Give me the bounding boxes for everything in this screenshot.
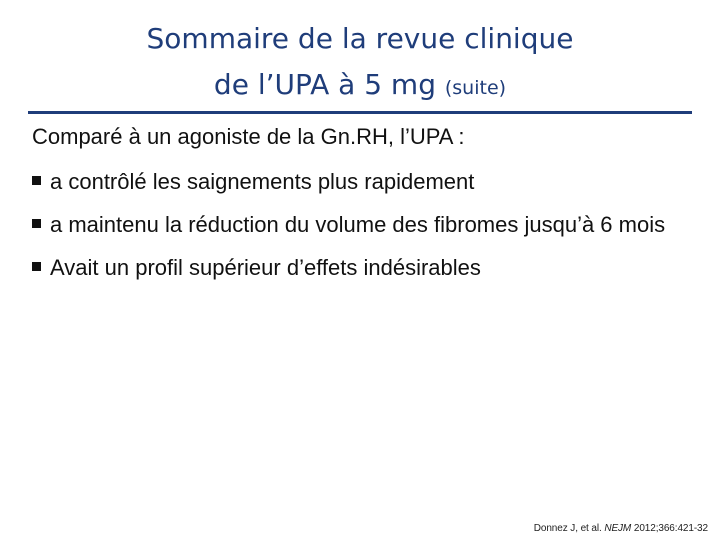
- bullet-text: a contrôlé les saignements plus rapidement: [50, 169, 475, 194]
- title-line-1: Sommaire de la revue clinique: [146, 22, 574, 55]
- bullet-item: [30, 166, 690, 197]
- title-divider: [28, 111, 692, 114]
- slide-title: [0, 16, 720, 111]
- square-bullet-icon: [32, 219, 41, 228]
- title-line-2-main: de l’UPA à 5 mg: [213, 68, 436, 101]
- title-line-2: [0, 62, 720, 111]
- square-bullet-icon: [32, 176, 41, 185]
- citation-authors: Donnez J, et al.: [533, 523, 602, 534]
- bullet-text: Avait un profil supérieur d’effets indésirables: [50, 255, 481, 280]
- citation: [534, 523, 708, 534]
- citation-journal: NEJM: [604, 523, 632, 534]
- title-suffix: (suite): [444, 77, 507, 99]
- bullet-list: [30, 166, 690, 295]
- bullet-item: [30, 252, 690, 283]
- bullet-text: a maintenu la réduction du volume des fibromes jusqu’à 6 mois: [50, 212, 666, 237]
- citation-details: 2012;366:421-32: [633, 523, 708, 534]
- intro-text: Comparé à un agoniste de la Gn.RH, l’UPA :: [32, 124, 465, 149]
- square-bullet-icon: [32, 262, 41, 271]
- bullet-item: [30, 209, 690, 240]
